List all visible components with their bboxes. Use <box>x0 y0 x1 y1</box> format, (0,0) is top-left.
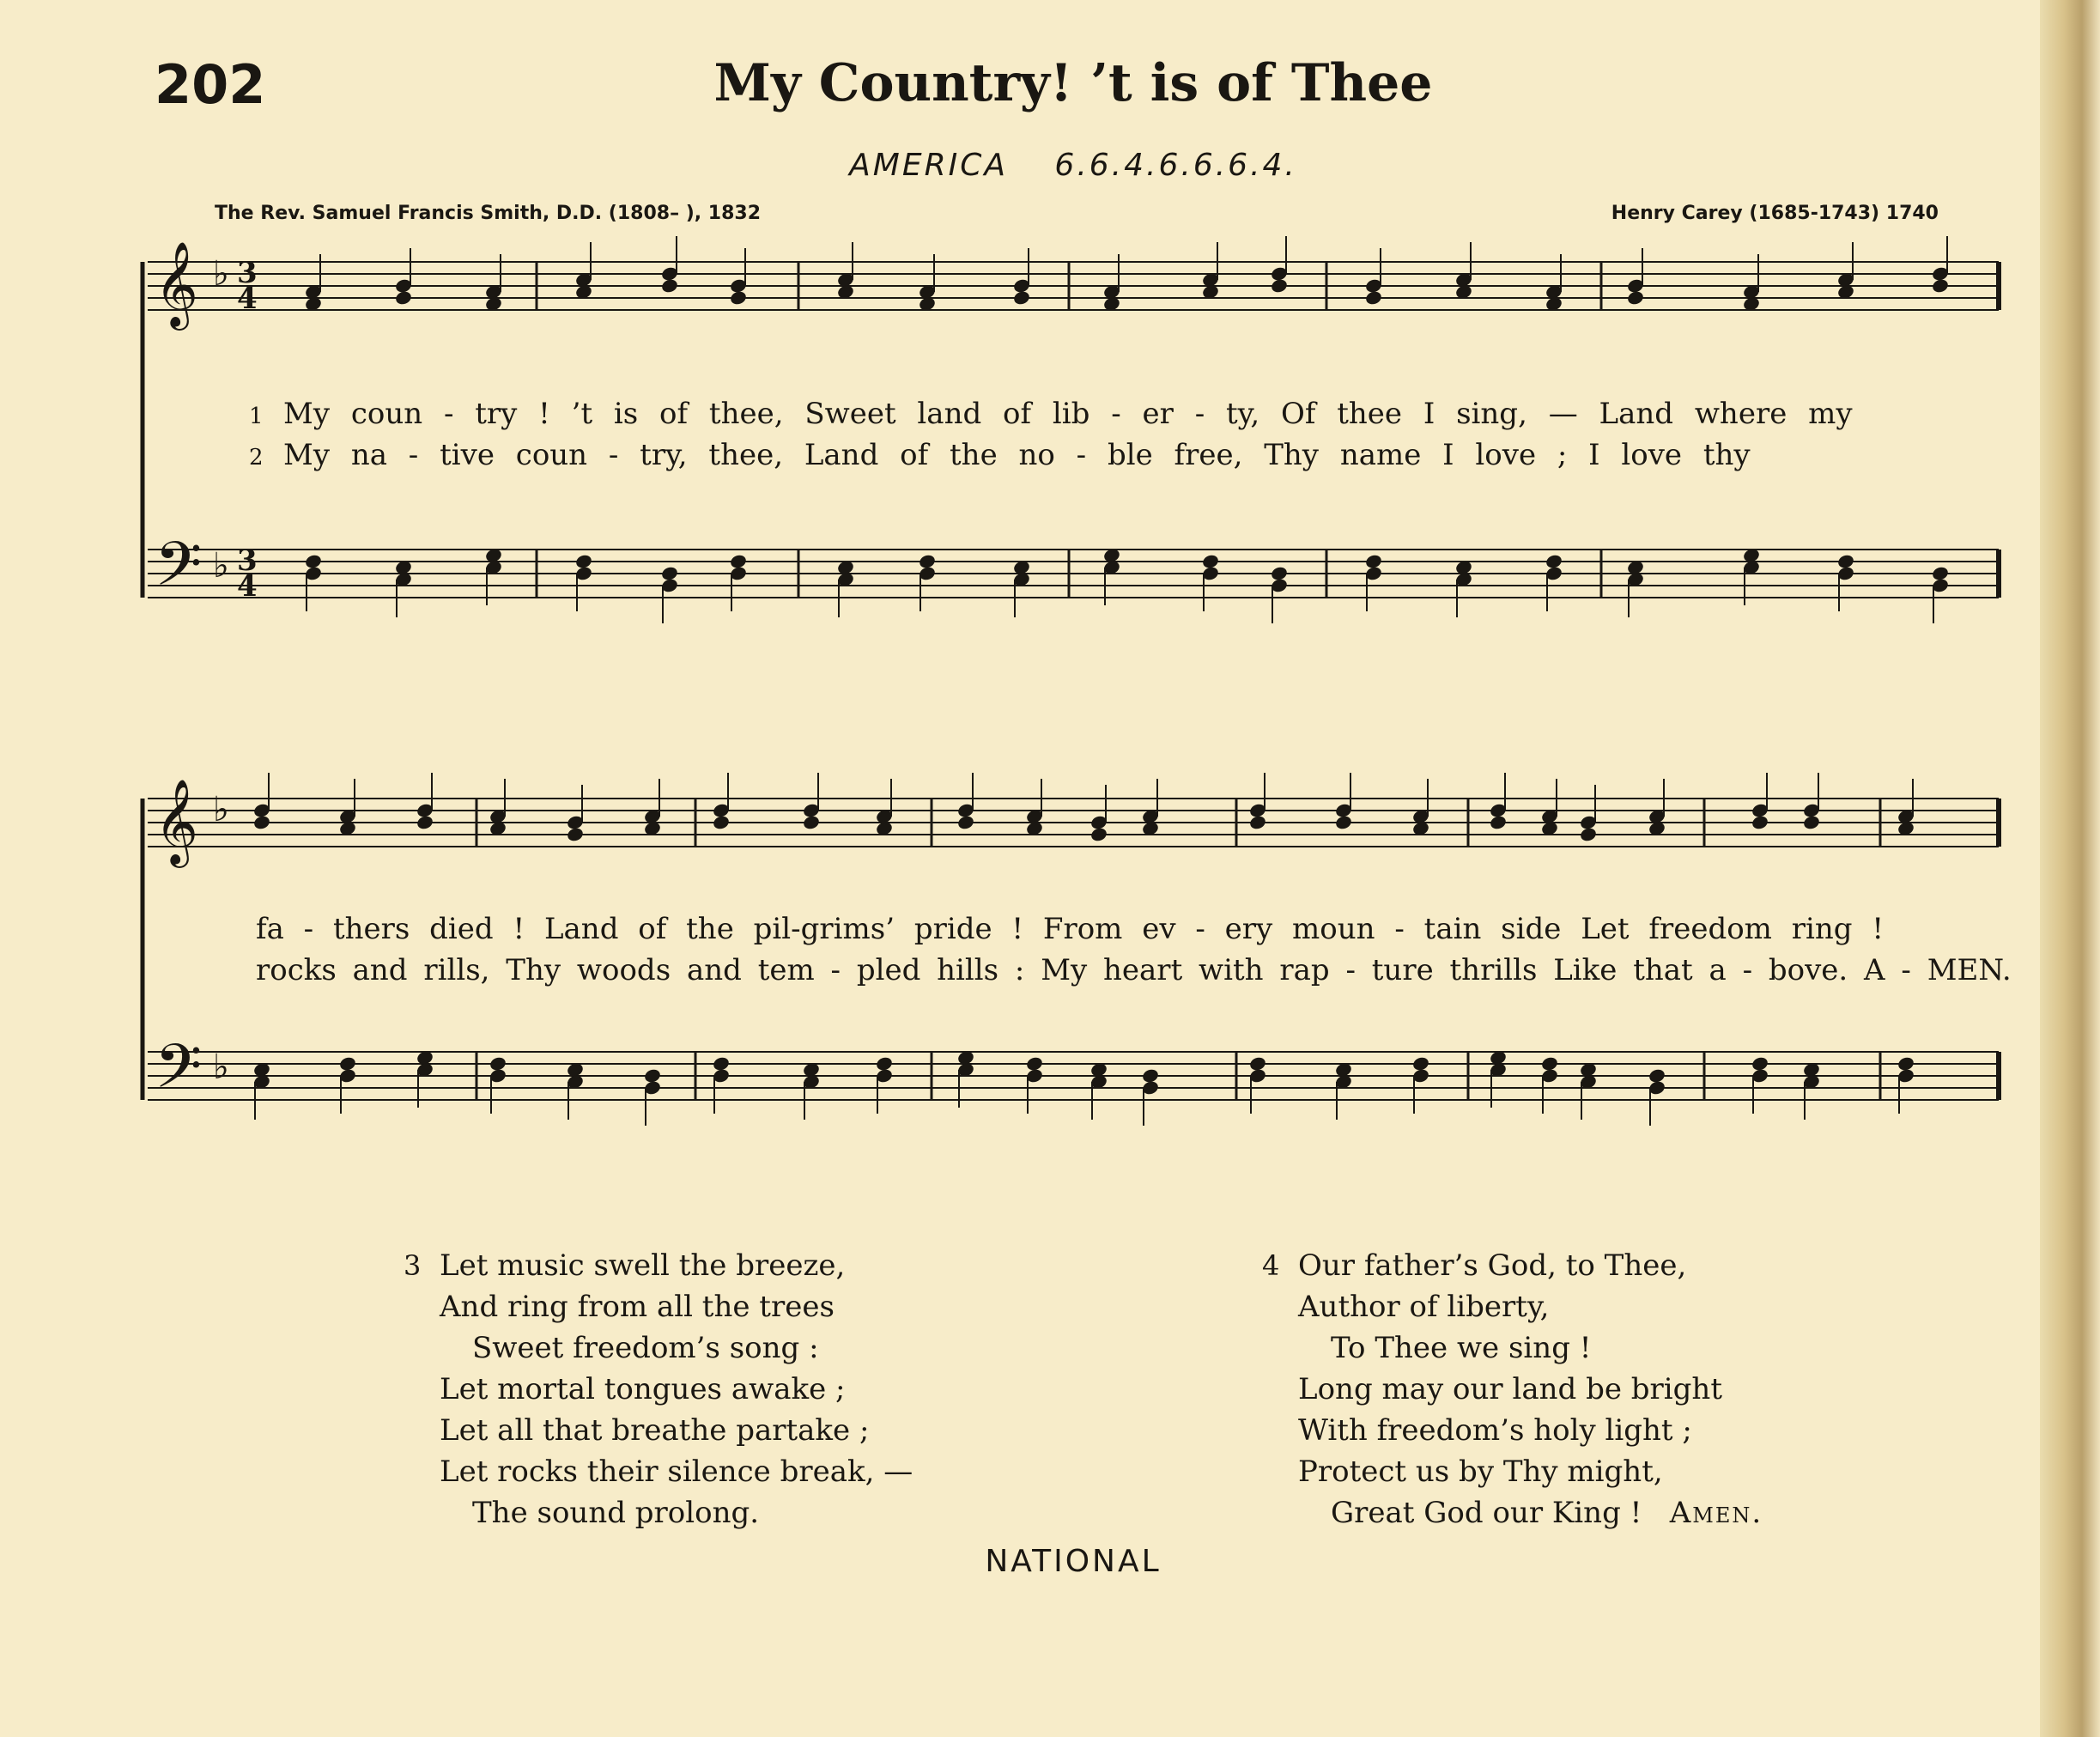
note-head <box>574 553 593 569</box>
note-head <box>875 1055 894 1072</box>
note-head <box>1802 814 1821 830</box>
system2-bass-staff <box>148 1049 1999 1126</box>
lyric-verse-2-system-2 <box>256 953 2012 987</box>
clefs <box>143 241 258 1117</box>
stanza-line: Sweet freedom’s song : <box>472 1331 819 1365</box>
note-head <box>1270 565 1289 581</box>
tune-name: AMERICA <box>849 148 1008 183</box>
note-head <box>1489 814 1508 830</box>
note-head <box>1012 289 1031 306</box>
note-head <box>918 553 937 569</box>
stanza-line-text: Let music swell the breeze, <box>440 1248 846 1283</box>
system1-bass-staff <box>148 547 1999 623</box>
stanza-line-text: Our father’s God, to Thee, <box>1298 1248 1687 1283</box>
note-head <box>1248 1055 1267 1072</box>
note-head <box>394 289 413 306</box>
note-head <box>1836 553 1855 569</box>
time-signature: 4 <box>237 569 258 604</box>
note-head <box>1334 814 1353 830</box>
stanza-line: Author of liberty, <box>1298 1290 1550 1324</box>
tune-meter: 6.6.4.6.6.6.4. <box>1054 148 1297 183</box>
stanza-line <box>1262 1492 1763 1534</box>
note-head <box>1545 553 1563 569</box>
stanza-line: Let all that breathe partake ; <box>440 1413 870 1448</box>
verse-number: 2 <box>249 445 264 471</box>
treble-clef: 𝄞 <box>155 241 198 327</box>
stanza-line-text: Great God our King ! <box>1331 1496 1642 1530</box>
author-credit: The Rev. Samuel Francis Smith, D.D. (1808– ), 1832 <box>215 203 762 224</box>
system2-treble-staff <box>148 773 1999 847</box>
lyric-text: fa - thers died ! Land of the pil-grims’ pride ! From ev - ery moun - tain side Let freedom ring ! <box>256 912 1884 946</box>
lyric-text: rocks and rills, Thy woods and tem - pled hills : My heart with rap - ture thrills Like that a - bove. A - MEN. <box>256 953 2012 987</box>
stanza-line: And ring from all the trees <box>440 1290 835 1324</box>
note-head <box>338 1055 357 1072</box>
note-head <box>729 553 748 569</box>
note-head <box>1648 1067 1666 1084</box>
time-signature: 4 <box>237 282 258 316</box>
note-head <box>1141 1067 1160 1084</box>
lyric-verse-2-system-1 <box>249 438 1751 472</box>
note-head <box>1411 1055 1430 1072</box>
stanza-line: Let rocks their silence break, — <box>440 1455 913 1489</box>
note-head <box>1089 826 1108 842</box>
hymn-category: NATIONAL <box>985 1544 1162 1579</box>
note-head <box>489 1055 507 1072</box>
time-signature: 3 <box>237 256 258 290</box>
stanza-line <box>1262 1245 1763 1286</box>
hymn-title: My Country! ’t is of Thee <box>713 53 1433 113</box>
note-head <box>566 826 585 842</box>
flat-sign: ♭ <box>213 254 229 294</box>
lyric-verse-1-system-1 <box>249 397 1853 431</box>
composer-credit: Henry Carey (1685-1743) 1740 <box>1611 203 1939 224</box>
bass-clef: 𝄢 <box>155 1031 203 1117</box>
note-head <box>660 565 679 581</box>
lyric-verse-1-system-2 <box>256 912 1884 946</box>
stanza-line: Let mortal tongues awake ; <box>440 1372 846 1406</box>
stanza-line: The sound prolong. <box>472 1496 760 1530</box>
flat-sign: ♭ <box>213 790 229 829</box>
stanza-line: Protect us by Thy might, <box>1298 1455 1663 1489</box>
system1-treble-staff <box>148 236 1999 313</box>
note-head <box>643 1067 662 1084</box>
note-head <box>252 814 271 830</box>
note-head <box>1025 1055 1044 1072</box>
note-head <box>1364 289 1383 306</box>
note-head <box>1931 565 1950 581</box>
note-head <box>802 814 821 830</box>
note-head <box>660 277 679 294</box>
stanza-number: 3 <box>404 1249 422 1282</box>
flat-sign: ♭ <box>213 546 229 586</box>
treble-clef: 𝄞 <box>155 779 198 865</box>
time-signature: 3 <box>237 544 258 578</box>
note-head <box>1540 1055 1559 1072</box>
lyric-text: My na - tive coun - try, thee, Land of the no - ble free, Thy name I love ; I love thy <box>283 438 1751 472</box>
stanza-line: To Thee we sing ! <box>1331 1331 1592 1365</box>
stanza-3 <box>404 1245 913 1534</box>
note-head <box>712 1055 731 1072</box>
lyric-text: My coun - try ! ’t is of thee, Sweet land of lib - er - ty, Of thee I sing, — Land where my <box>283 397 1853 431</box>
stanza-number: 4 <box>1262 1249 1280 1282</box>
note-head <box>1626 289 1645 306</box>
flat-sign: ♭ <box>213 1048 229 1087</box>
stanza-line: With freedom’s holy light ; <box>1298 1413 1692 1448</box>
note-head <box>956 814 975 830</box>
note-head <box>1201 553 1220 569</box>
hymn-number: 202 <box>155 53 266 116</box>
note-head <box>729 289 748 306</box>
note-head <box>1579 826 1598 842</box>
note-head <box>1364 553 1383 569</box>
stanza-line <box>404 1245 913 1286</box>
stanza-line: Long may our land be bright <box>1298 1372 1722 1406</box>
note-head <box>1897 1055 1915 1072</box>
note-head <box>1248 814 1267 830</box>
note-head <box>304 553 323 569</box>
note-head <box>416 814 434 830</box>
note-head <box>1751 1055 1769 1072</box>
verse-number: 1 <box>249 404 264 429</box>
note-head <box>1931 277 1950 294</box>
bass-clef: 𝄢 <box>155 529 203 615</box>
note-head <box>1751 814 1769 830</box>
stanza-4 <box>1262 1245 1763 1534</box>
amen: Amen. <box>1669 1496 1763 1530</box>
note-head <box>1270 277 1289 294</box>
note-head <box>712 814 731 830</box>
